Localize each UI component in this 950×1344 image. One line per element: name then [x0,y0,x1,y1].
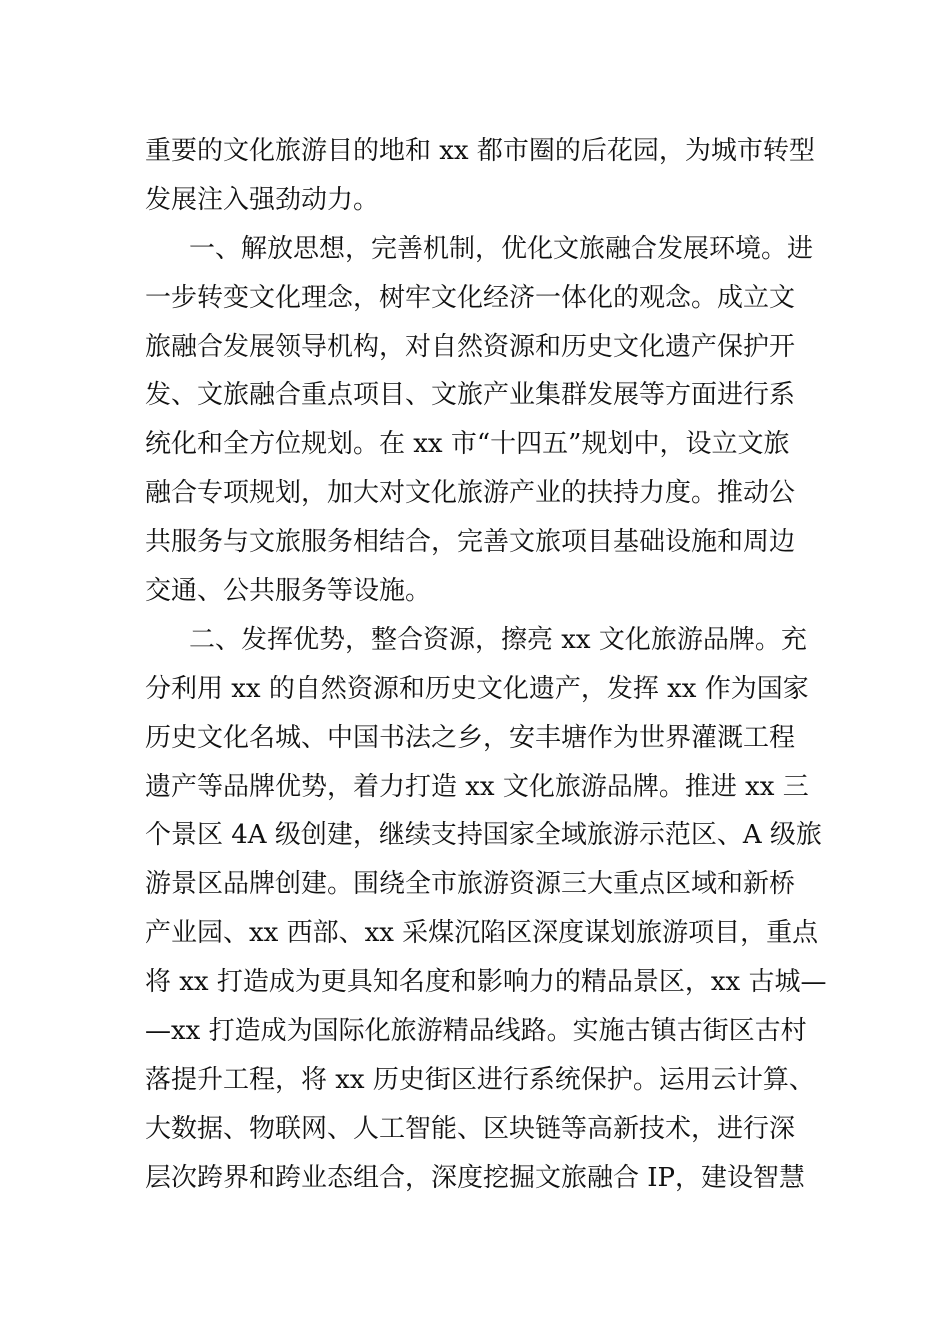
text-line: 一、解放思想，完善机制，优化文旅融合发展环境。进 [189,233,814,264]
text-line: 融合专项规划，加大对文化旅游产业的扶持力度。推动公 [145,478,796,509]
text-line: 产业园、xx 西部、xx 采煤沉陷区深度谋划旅游项目，重点 [145,918,819,949]
paragraph-section-one [145,225,815,616]
paragraph-intro-continuation [145,127,815,225]
text-line: 统化和全方位规划。在 xx 市“十四五”规划中，设立文旅 [145,429,790,460]
text-line: 游景区品牌创建。围绕全市旅游资源三大重点区域和新桥 [145,869,796,900]
text-line: 历史文化名城、中国书法之乡，安丰塘作为世界灌溉工程 [145,722,796,753]
document-body [145,127,827,1203]
text-line: 共服务与文旅服务相结合，完善文旅项目基础设施和周边 [145,527,796,558]
paragraph-section-two [145,616,827,1203]
text-line: 个景区 4A 级创建，继续支持国家全域旅游示范区、A 级旅 [145,820,822,851]
text-line: —xx 打造成为国际化旅游精品线路。实施古镇古街区古村 [145,1016,807,1047]
text-line: 将 xx 打造成为更具知名度和影响力的精品景区，xx 古城— [145,967,827,998]
text-line: 一步转变文化理念，树牢文化经济一体化的观念。成立文 [145,282,796,313]
text-line: 层次跨界和跨业态组合，深度挖掘文旅融合 IP，建设智慧 [145,1162,806,1193]
text-line: 落提升工程，将 xx 历史街区进行系统保护。运用云计算、 [145,1064,815,1095]
text-line: 发展注入强劲动力。 [145,184,380,215]
text-line: 大数据、物联网、人工智能、区块链等高新技术，进行深 [145,1113,796,1144]
text-line: 重要的文化旅游目的地和 xx 都市圈的后花园，为城市转型 [145,136,815,166]
text-line: 交通、公共服务等设施。 [145,576,432,607]
text-line: 二、发挥优势，整合资源，擦亮 xx 文化旅游品牌。充 [189,624,807,655]
text-line: 分利用 xx 的自然资源和历史文化遗产，发挥 xx 作为国家 [145,673,809,704]
text-line: 遗产等品牌优势，着力打造 xx 文化旅游品牌。推进 xx 三 [145,771,809,802]
text-line: 旅融合发展领导机构，对自然资源和历史文化遗产保护开 [145,331,796,362]
text-line: 发、文旅融合重点项目、文旅产业集群发展等方面进行系 [145,380,796,411]
